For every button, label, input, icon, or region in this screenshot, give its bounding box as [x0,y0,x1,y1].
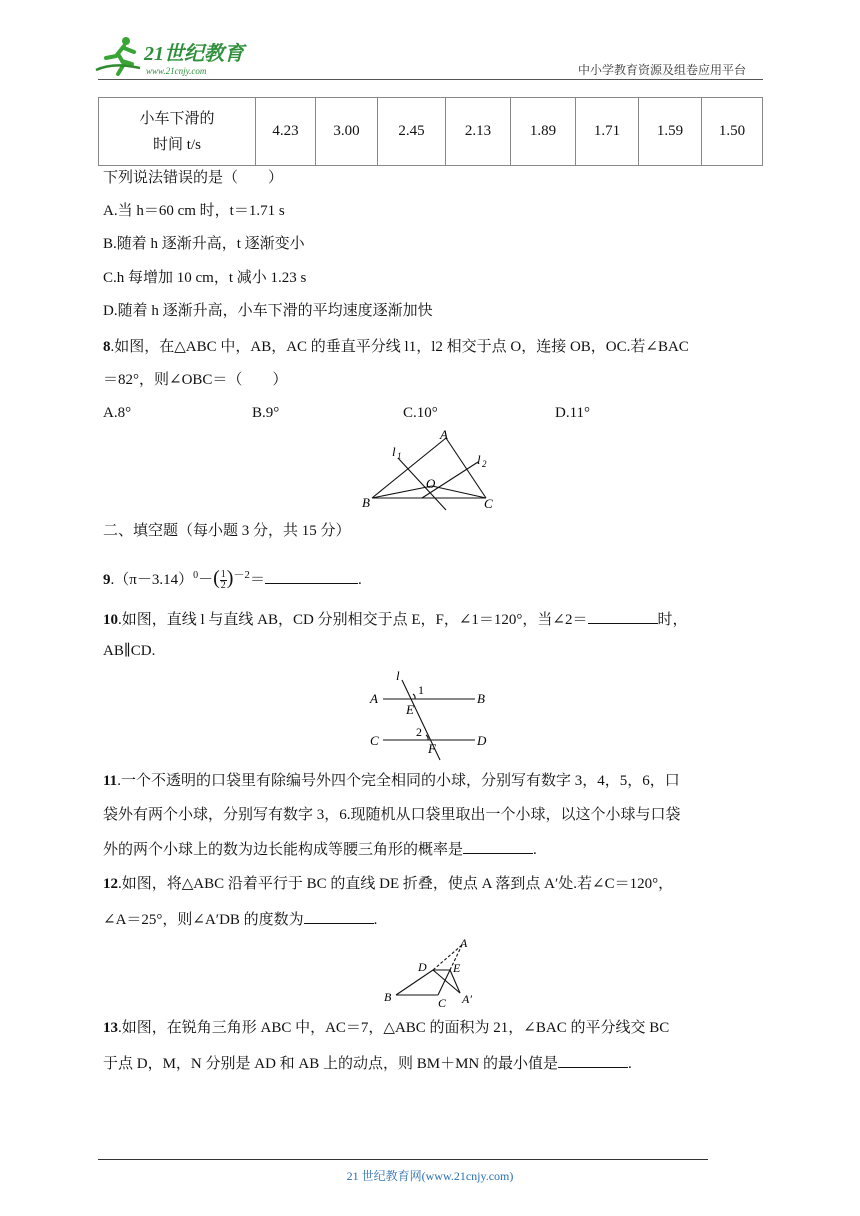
label-c: C [438,996,447,1009]
label-b: B [384,990,392,1004]
side-bd [396,970,433,995]
label-l1: l [392,444,396,459]
q8-option-d: D.11° [555,405,591,421]
q10-line2: AB∥CD. [103,643,156,659]
label-b: B [362,495,370,510]
label-d: D [477,733,487,748]
angle-1-arc [413,694,415,699]
q13-line1: 13.如图，在锐角三角形 ABC 中，AC＝7，△ABC 的面积为 21，∠BAC 的平分线交 BC [103,1020,670,1036]
label-d: D [418,960,427,974]
table-cell: 3.00 [316,98,378,166]
q12-figure [378,935,488,1009]
logo-text: 21世纪教育 [144,43,244,65]
q9-fraction: $\frac{1}{2}$ [220,569,226,592]
answer-blank[interactable] [304,908,374,924]
table-cell: 4.23 [256,98,316,166]
table-cell: 2.45 [378,98,446,166]
header-divider [98,79,763,80]
label-l2-sub: 2 [482,459,487,469]
label-b: B [477,691,485,706]
q7-stem: 下列说法错误的是（ ） [103,170,284,186]
label-o: O [426,476,436,491]
time-table [98,97,763,166]
q12-line2: ∠A＝25°，则∠A′DB 的度数为 . [103,908,377,930]
q11-line3: 外的两个小球上的数为边长能构成等腰三角形的概率是 . [103,838,537,860]
label-a: A [440,428,448,442]
label-c: C [370,733,379,748]
label-l: l [396,668,400,683]
q11-line2: 袋外有两个小球，分别写有数字 3，6.现随机从口袋里取出一个小球，以这个小球与口袋 [103,807,681,823]
footer-link[interactable]: 21 世纪教育网(www.21cnjy.com) [346,1169,514,1183]
q7-option-a: A.当 h＝60 cm 时，t＝1.71 s [103,203,285,219]
label-angle-1: 1 [418,683,424,697]
q9-number: 9 [103,572,111,588]
label-angle-2: 2 [416,725,422,739]
segment-oc [432,486,486,498]
logo-url: www.21cnjy.com [146,66,207,76]
label-f: F [428,741,436,756]
label-l2: l [477,452,481,467]
section-title: 二、填空题（每小题 3 分，共 15 分） [103,523,351,539]
answer-blank[interactable] [588,608,658,624]
q8-figure [360,428,510,514]
line-l1 [398,458,446,510]
table-cell: 1.59 [639,98,702,166]
row-label: 小车下滑的 时间 t/s [99,98,256,166]
q8-line1: 8.如图，在△ABC 中，AB，AC 的垂直平分线 l1，l2 相交于点 O，连接 OB，OC.若∠BAC [103,339,689,355]
q8-number: 8 [103,339,111,355]
q7-option-d: D.随着 h 逐渐升高，小车下滑的平均速度逐渐加快 [103,303,433,319]
q11-line1: 11.一个不透明的口袋里有除编号外四个完全相同的小球，分别写有数字 3，4，5，6，口 [103,773,680,789]
segment-ob [372,486,432,498]
label-c: C [484,496,493,511]
table-row [99,98,763,166]
answer-blank[interactable] [558,1052,628,1068]
q8-option-b: B.9° [252,405,280,421]
answer-blank[interactable] [463,838,533,854]
label-a: A [460,936,468,950]
q10-figure [365,668,495,764]
q8-option-a: A.8° [103,405,132,421]
q12-number: 12 [103,876,118,892]
q7-option-b: B.随着 h 逐渐升高，t 逐渐变小 [103,236,305,252]
table-cell: 1.50 [702,98,763,166]
platform-name: 中小学教育资源及组卷应用平台 [578,63,747,77]
label-a-prime: A′ [462,992,472,1006]
runner-icon [96,37,140,74]
q8-line2: ＝82°，则∠OBC＝（ ） [103,372,288,388]
q10-line1: 10.如图，直线 l 与直线 AB，CD 分别相交于点 E，F，∠1＝120°，当∠2＝ 时， [103,608,688,630]
label-e: E [453,961,461,975]
q10-number: 10 [103,612,118,628]
q13-line2: 于点 D，M，N 分别是 AD 和 AB 上的动点，则 BM＋MN 的最小值是 . [103,1052,632,1074]
footer-divider [98,1159,708,1160]
answer-blank[interactable] [265,568,358,584]
table-cell: 2.13 [446,98,511,166]
q12-line1: 12.如图，将△ABC 沿着平行于 BC 的直线 DE 折叠，使点 A 落到点 A′处.若∠C＝120°， [103,876,674,892]
q9-line: $9.(\pi-3.14)^0-(\frac{1}{2})^{-2}=$ . [103,567,362,592]
table-cell: 1.89 [511,98,576,166]
q13-number: 13 [103,1020,118,1036]
q11-number: 11 [103,773,118,789]
q8-option-c: C.10° [403,405,438,421]
label-l1-sub: 1 [397,451,402,461]
brand-logo [94,34,264,78]
label-a: A [370,691,378,706]
angle-2-arc [426,735,428,740]
label-e: E [406,702,414,717]
q7-option-c: C.h 每增加 10 cm，t 减小 1.23 s [103,270,307,286]
table-cell: 1.71 [576,98,639,166]
